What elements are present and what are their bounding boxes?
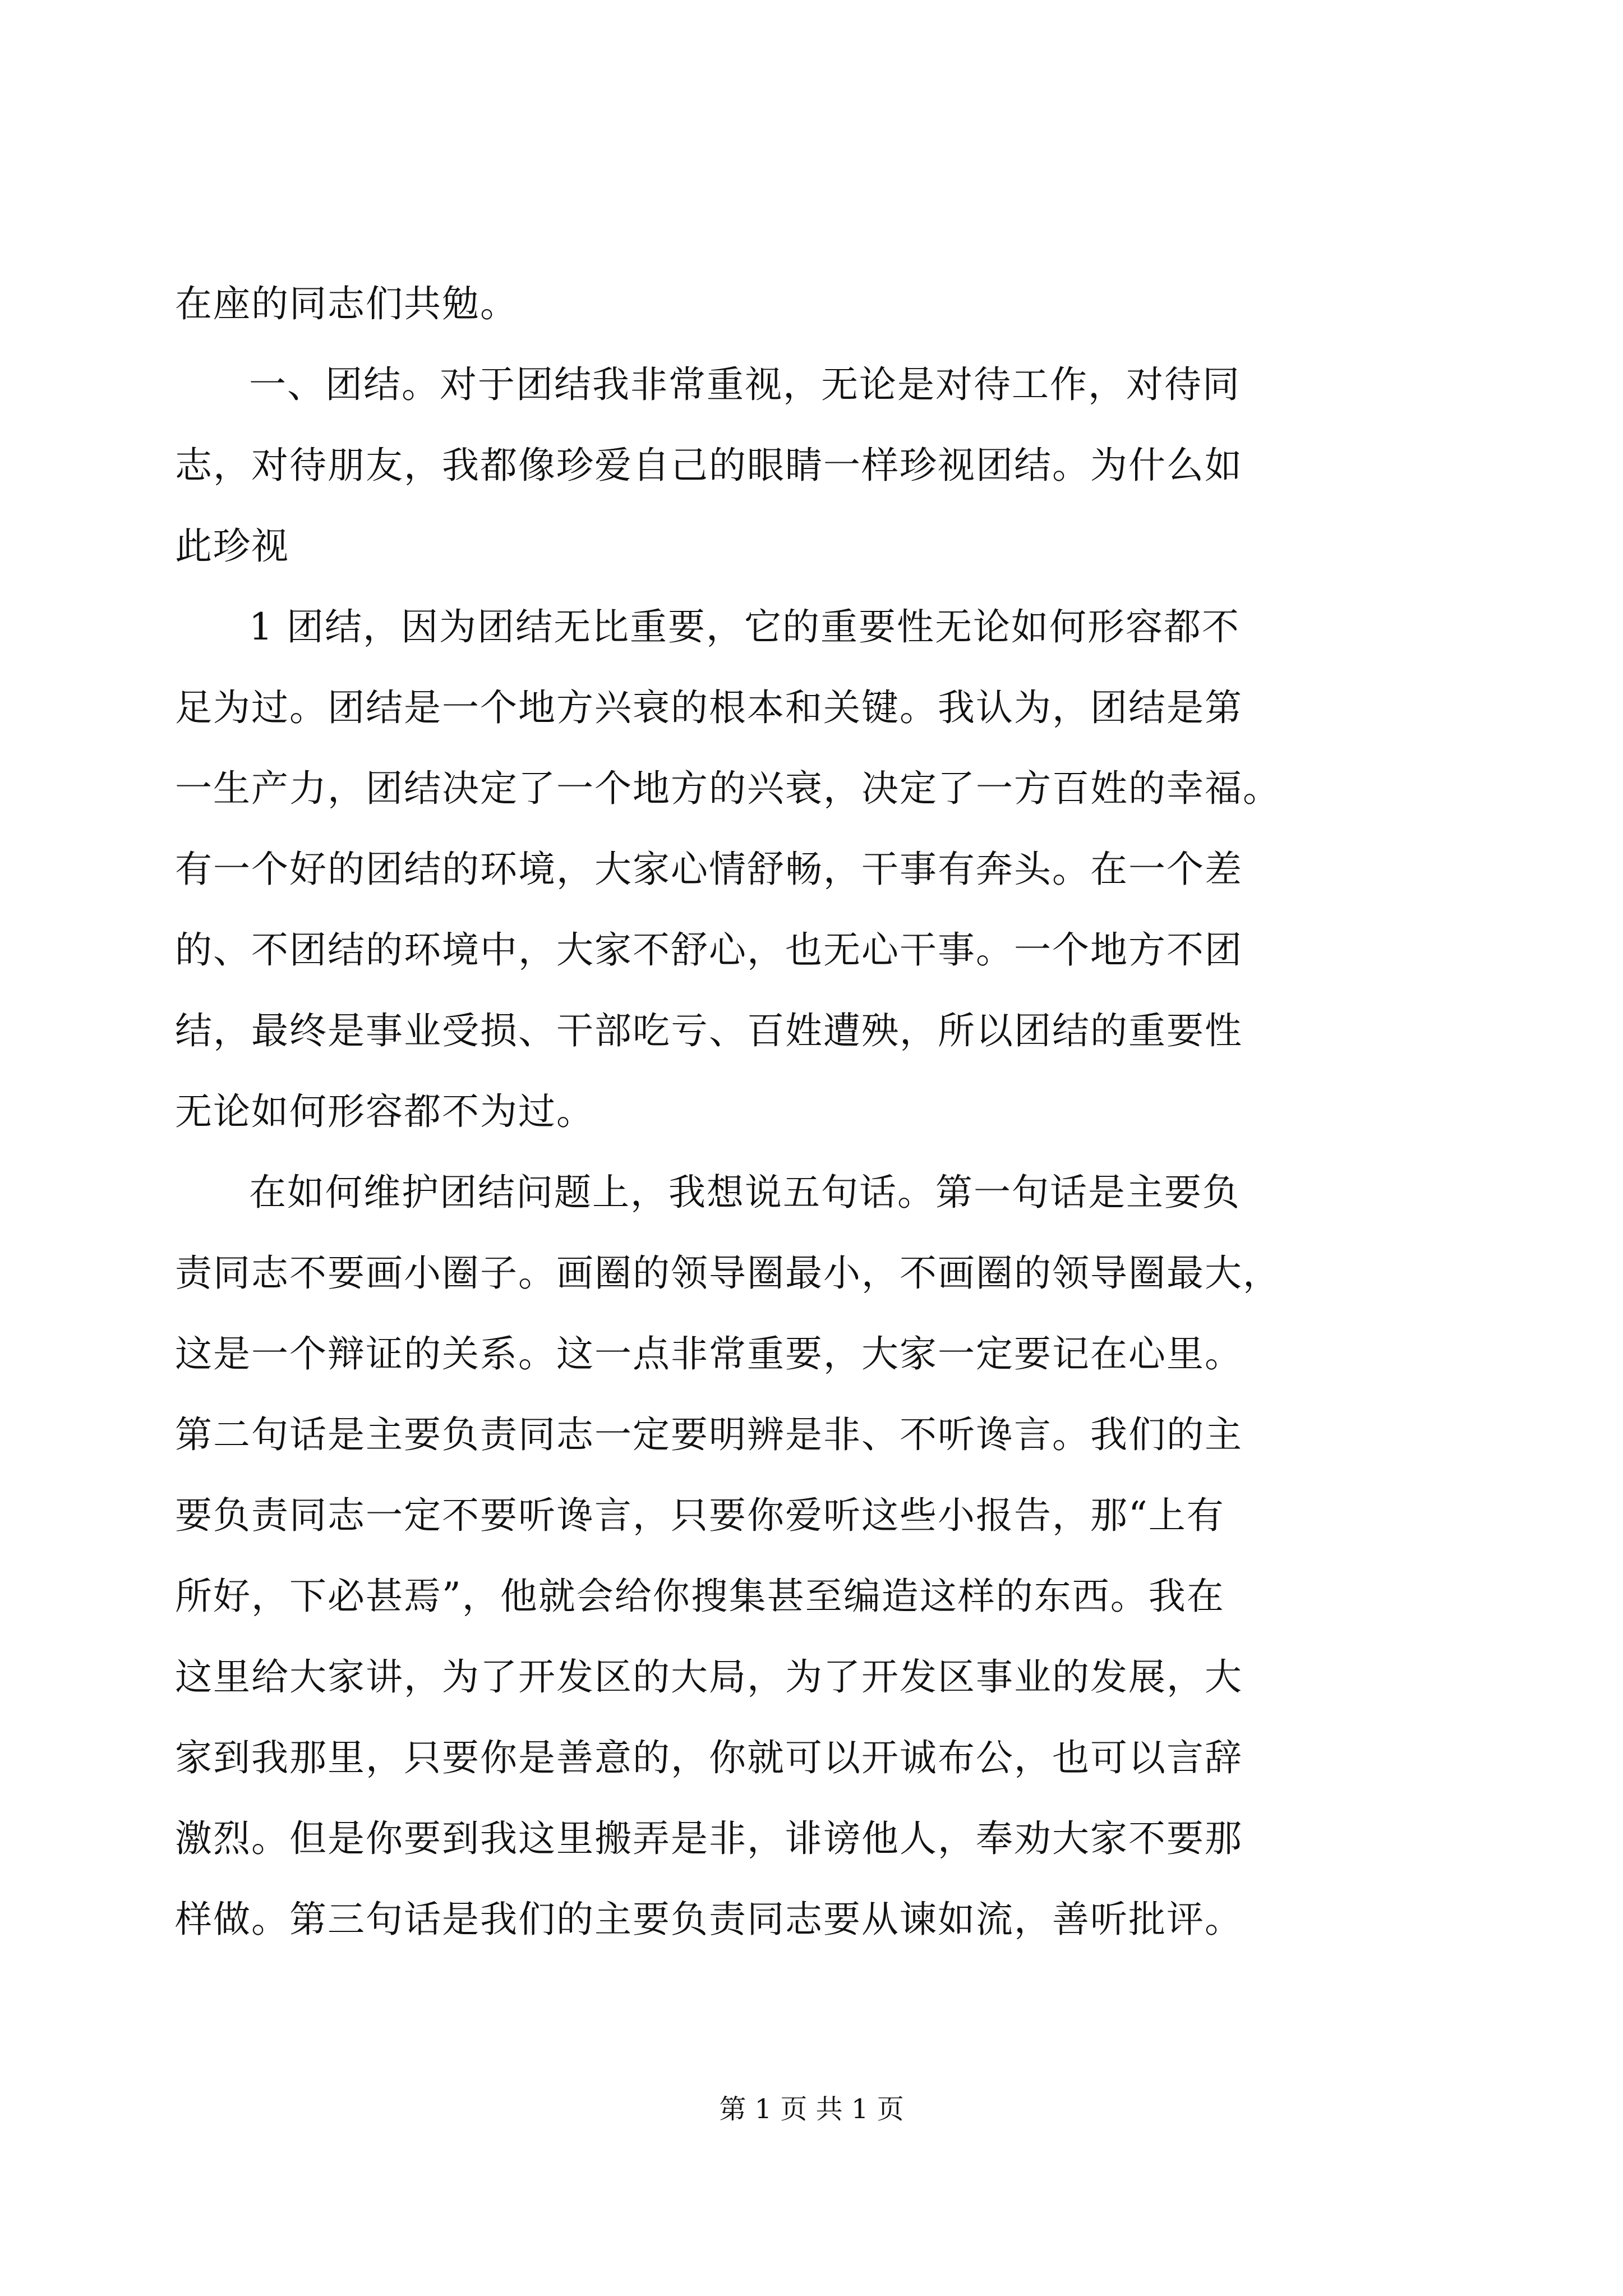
text-line: 激烈。但是你要到我这里搬弄是非，诽谤他人，奉劝大家不要那 — [175, 1817, 1243, 1860]
text-line: 责同志不要画小圈子。画圈的领导圈最小，不画圈的领导圈最大， — [175, 1251, 1281, 1295]
text-line: 无论如何形容都不为过。 — [175, 1090, 594, 1133]
text-line: 要负责同志一定不要听谗言，只要你爱听这些小报告，那“上有 — [175, 1494, 1225, 1537]
text-line: 这里给大家讲，为了开发区的大局，为了开发区事业的发展，大 — [175, 1655, 1243, 1699]
text-line: 第二句话是主要负责同志一定要明辨是非、不听谗言。我们的主 — [175, 1413, 1243, 1456]
text-line: 足为过。团结是一个地方兴衰的根本和关键。我认为，团结是第 — [175, 686, 1243, 729]
text-line: 家到我那里，只要你是善意的，你就可以开诚布公，也可以言辞 — [175, 1736, 1243, 1779]
text-line: 在如何维护团结问题上，我想说五句话。第一句话是主要负 — [249, 1171, 1241, 1214]
text-line: 一生产力，团结决定了一个地方的兴衰，决定了一方百姓的幸福。 — [175, 767, 1281, 810]
text-line: 结，最终是事业受损、干部吃亏、百姓遭殃，所以团结的重要性 — [175, 1009, 1243, 1052]
page-footer: 第 1 页 共 1 页 — [719, 2093, 904, 2125]
text-line: 一、团结。对于团结我非常重视，无论是对待工作，对待同 — [249, 363, 1241, 406]
text-line: 的、不团结的环境中，大家不舒心，也无心干事。一个地方不团 — [175, 928, 1243, 972]
document-body — [175, 264, 1437, 1960]
text-line: 此珍视 — [175, 524, 289, 568]
text-line: 样做。第三句话是我们的主要负责同志要从谏如流，善听批评。 — [175, 1898, 1243, 1941]
text-line: 在座的同志们共勉。 — [175, 282, 518, 325]
text-line: 这是一个辩证的关系。这一点非常重要，大家一定要记在心里。 — [175, 1332, 1243, 1375]
text-line: 有一个好的团结的环境，大家心情舒畅，干事有奔头。在一个差 — [175, 848, 1243, 891]
text-line: 1 团结，因为团结无比重要，它的重要性无论如何形容都不 — [249, 605, 1240, 648]
text-line: 所好，下必甚焉”，他就会给你搜集甚至编造这样的东西。我在 — [175, 1575, 1225, 1618]
text-line: 志，对待朋友，我都像珍爱自己的眼睛一样珍视团结。为什么如 — [175, 444, 1243, 487]
